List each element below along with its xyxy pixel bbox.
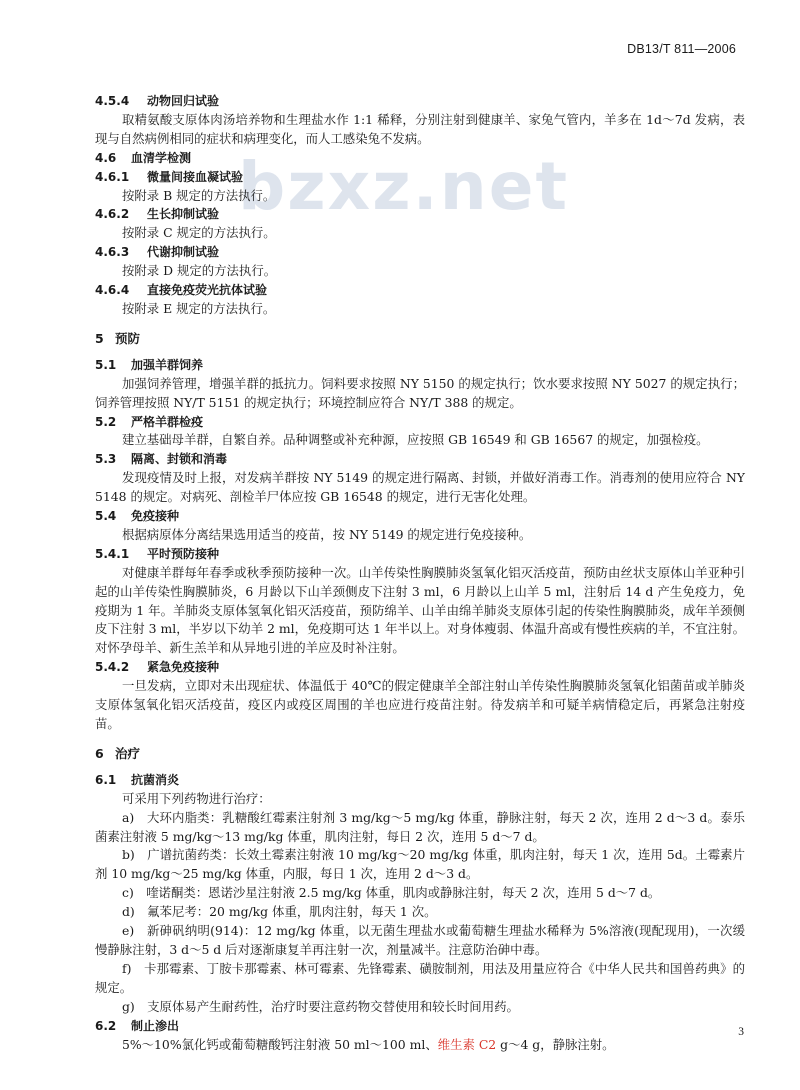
section-title: 制止渗出 <box>131 1018 180 1033</box>
paragraph: b) 广谱抗菌药类：长效土霉素注射液 10 mg/kg～20 mg/kg 体重，肌肉注射，每天 1 次，连用 5d。土霉素片剂 10 mg/kg～25 mg/kg 体重，内服，每日 1 次，连用 2 d～3 d。 <box>95 847 745 882</box>
section-heading <box>95 149 745 168</box>
section-title: 血清学检测 <box>131 150 192 165</box>
section-title: 治疗 <box>115 745 141 761</box>
section-number: 5.3 <box>95 452 117 467</box>
paragraph: a) 大环内脂类：乳糖酸红霉素注射剂 3 mg/kg～5 mg/kg 体重，静脉注射，每天 2 次，连用 2 d～3 d。泰乐菌素注射液 5 mg/kg～13 mg/kg 体重，肌肉注射，每日 2 次，连用 5 d～7 d。 <box>95 809 745 844</box>
paragraph: c) 喹诺酮类：恩诺沙星注射液 2.5 mg/kg 体重，肌肉或静脉注射，每天 2 次，连用 5 d～7 d。 <box>122 885 661 901</box>
section-title: 预防 <box>115 330 141 346</box>
highlighted-link-text[interactable]: 维生素 C2 <box>437 1036 497 1052</box>
section-title: 代谢抑制试验 <box>147 245 220 260</box>
paragraph: 发现疫情及时上报，对发病羊群按 NY 5149 的规定进行隔离、封锁，并做好消毒工作。消毒剂的使用应符合 NY 5148 的规定。对病死、剖检羊尸体应按 GB 16548 的规定，进行无害化处理。 <box>95 470 745 505</box>
section-heading <box>95 92 745 111</box>
paragraph: 按附录 D 规定的方法执行。 <box>122 263 277 279</box>
section-number: 6.1 <box>95 772 117 787</box>
page-number: 3 <box>738 1026 744 1038</box>
paragraph: 根据病原体分离结果选用适当的疫苗，按 NY 5149 的规定进行免疫接种。 <box>122 526 532 542</box>
section-title: 生长抑制试验 <box>147 207 220 222</box>
paragraph: e) 新砷矾纳明(914)：12 mg/kg 体重，以无菌生理盐水或葡萄糖生理盐水稀释为 5%溶液(现配现用)，一次缓慢静脉注射，3 d～5 d 后对逐渐康复羊再注射一次，剂量减半。注意防治砷中毒。 <box>95 923 745 957</box>
section-number: 5.4.1 <box>95 546 130 561</box>
section-number: 4.5.4 <box>95 94 130 108</box>
paragraph: 取精氨酸支原体肉汤培养物和生理盐水作 1:1 稀释，分别注射到健康羊、家兔气管内，羊多在 1d～7d 发病，表现与自然病例相同的症状和病理变化，而人工感染兔不发病。 <box>95 111 745 146</box>
section-title: 直接免疫荧光抗体试验 <box>147 283 268 298</box>
paragraph: 加强饲养管理，增强羊群的抵抗力。饲料要求按照 NY 5150 的规定执行；饮水要求按照 NY 5027 的规定执行；饲养管理按照 NY/T 5151 的规定执行；环境控制应符合 NY/T 388 的规定。 <box>95 375 745 410</box>
paragraph: 一旦发病，立即对未出现症状、体温低于 40℃的假定健康羊全部注射山羊传染性胸膜肺炎氢氧化铝菌苗或羊肺炎支原体氢氧化铝灭活疫苗，疫区内或疫区周围的羊也应进行疫苗注射。待发病羊和可疑羊病情稳定后，再紧急注射疫苗。 <box>95 678 745 731</box>
section-heading <box>95 771 745 790</box>
watermark: bzxz.net <box>238 148 570 225</box>
paragraph: 按附录 C 规定的方法执行。 <box>122 225 276 241</box>
section-heading <box>95 745 745 764</box>
section-heading <box>95 356 745 375</box>
section-number: 4.6.1 <box>95 169 130 184</box>
section-title: 动物回归试验 <box>147 94 220 108</box>
paragraph-text: 5%～10%氯化钙或葡萄糖酸钙注射液 50 ml～100 ml、 <box>122 1036 438 1052</box>
section-heading <box>95 413 745 432</box>
paragraph: 按附录 B 规定的方法执行。 <box>122 187 276 203</box>
section-heading <box>95 658 745 677</box>
section-number: 5.2 <box>95 414 117 429</box>
section-number: 6.2 <box>95 1018 117 1033</box>
section-heading <box>95 330 745 349</box>
section-heading <box>95 1017 745 1036</box>
paragraph: 建立基础母羊群，自繁自养。品种调整或补充种源，应按照 GB 16549 和 GB 16567 的规定，加强检疫。 <box>122 432 709 448</box>
section-heading <box>95 243 745 262</box>
paragraph: f) 卡那霉素、丁胺卡那霉素、林可霉素、先锋霉素、磺胺制剂，用法及用量应符合《中华人民共和国兽药典》的规定。 <box>95 960 745 995</box>
paragraph: g) 支原体易产生耐药性，治疗时要注意药物交替使用和较长时间用药。 <box>122 998 519 1014</box>
paragraph: 对健康羊群每年春季或秋季预防接种一次。山羊传染性胸膜肺炎氢氧化铝灭活疫苗，预防由丝状支原体山羊亚种引起的山羊传染性胸膜肺炎，6 月龄以下山羊颈侧皮下注射 3 ml，6 月龄以上山羊 5 ml，注射后 14 d 产生免疫力，免疫期为 1 年。羊肺炎支原体氢氧化铝灭活疫苗，预防绵羊、山羊由绵羊肺炎支原体引起的传染性胸膜肺炎，成年羊颈侧皮下注射 3 ml，半岁以下幼羊 2 ml，免疫期可达 1 年半以上。对身体瘦弱、体温升高或有慢性疾病的羊，不宜注射。对怀孕母羊、新生羔羊和从异地引进的羊应及时补注射。 <box>95 564 745 656</box>
section-title: 微量间接血凝试验 <box>147 169 244 184</box>
section-heading <box>95 545 745 564</box>
section-number: 5.4.2 <box>95 660 130 675</box>
section-number: 4.6.3 <box>95 245 130 260</box>
section-title: 平时预防接种 <box>147 546 220 561</box>
section-title: 抗菌消炎 <box>131 772 180 787</box>
standard-code-header: DB13/T 811—2006 <box>627 42 736 56</box>
section-title: 严格羊群检疫 <box>131 414 204 429</box>
section-heading <box>95 450 745 469</box>
section-number: 4.6.2 <box>95 207 130 222</box>
section-number: 6 <box>95 745 104 761</box>
paragraph: d) 氟苯尼考：20 mg/kg 体重，肌肉注射，每天 1 次。 <box>122 904 437 920</box>
section-title: 隔离、封锁和消毒 <box>131 452 228 467</box>
section-number: 5.1 <box>95 357 117 372</box>
paragraph <box>95 1036 745 1055</box>
section-heading <box>95 507 745 526</box>
document-body <box>95 92 745 1054</box>
section-heading <box>95 205 745 224</box>
paragraph: 按附录 E 规定的方法执行。 <box>122 300 276 316</box>
paragraph: 可采用下列药物进行治疗： <box>122 790 271 806</box>
section-number: 4.6 <box>95 150 117 165</box>
section-number: 4.6.4 <box>95 283 130 298</box>
section-number: 5 <box>95 330 104 346</box>
section-heading <box>95 281 745 300</box>
section-title: 紧急免疫接种 <box>147 660 220 675</box>
section-title: 免疫接种 <box>131 509 180 524</box>
section-heading <box>95 168 745 187</box>
section-title: 加强羊群饲养 <box>131 357 204 372</box>
section-number: 5.4 <box>95 509 117 524</box>
paragraph-text: g～4 g，静脉注射。 <box>496 1036 615 1052</box>
